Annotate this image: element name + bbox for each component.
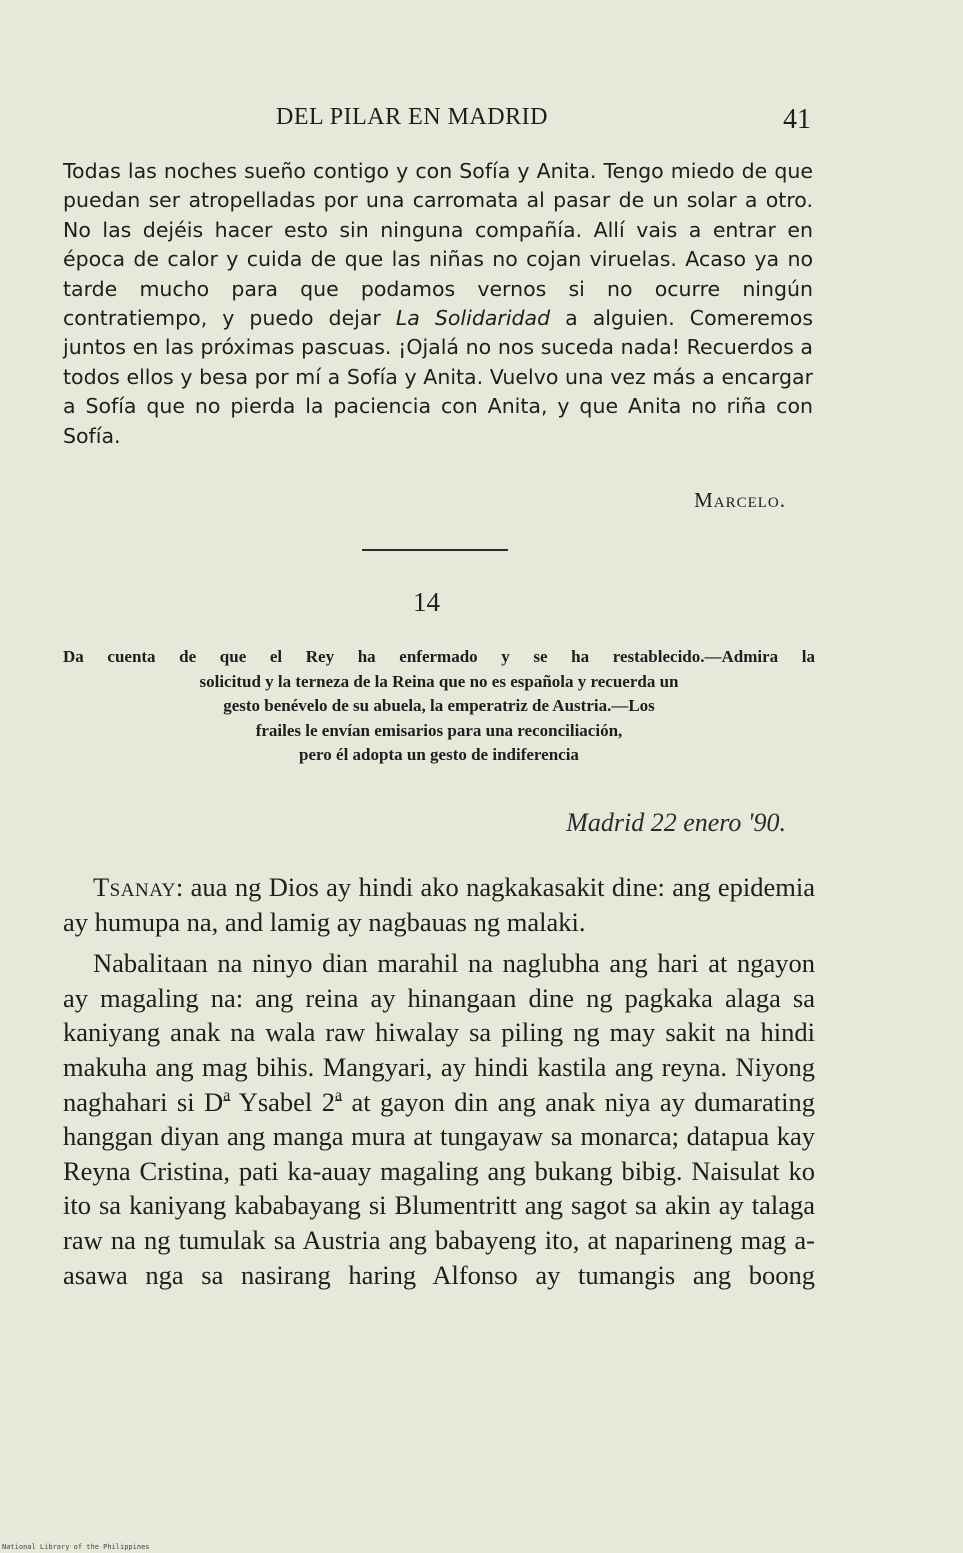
letter-14-paragraph-1 xyxy=(63,870,815,939)
letter-14-number: 14 xyxy=(413,587,440,617)
letter-14-paragraph-2 xyxy=(63,946,815,1292)
letter-13-closing-paragraph xyxy=(63,157,813,451)
section-divider xyxy=(362,549,508,551)
letter-14-body xyxy=(63,870,815,1292)
letter-13-signature: Marcelo. xyxy=(694,488,786,512)
superscript-a: a xyxy=(335,1086,343,1104)
summary-line: solicitud y la terneza de la Reina que no es española y recuerda un xyxy=(199,671,679,691)
paragraph-1-text: : aua ng Dios ay hindi ako nagkakasakit dine: ang epidemia ay humupa na, and lamig ay nagbauas ng malaki. xyxy=(63,872,815,937)
summary-line: frailes le envían emisarios para una reconciliación, xyxy=(255,720,623,740)
library-watermark: National Library of the Philippines xyxy=(2,1543,150,1551)
paragraph-2-text-b: Ysabel 2 xyxy=(230,1086,335,1117)
running-title: DEL PILAR EN MADRID xyxy=(276,104,548,130)
running-head xyxy=(0,100,963,140)
paragraph-2-text-c: at gayon din ang anak niya ay dumarating hanggan diyan ang manga mura at tungayaw sa monarca; datapua kay Reyna Cristina, pati ka-auay magaling ang bukang bibig. Naisulat ko ito sa kaniyang kababayang si Blumentritt ang sagot sa akin ay talaga raw na ng tumulak sa Austria ang babayeng ito, at naparineng mag a-asawa nga sa nasirang haring Alfonso ay tumangis ang boong xyxy=(63,1086,815,1290)
summary-line: Da cuenta de que el Rey ha enfermado y se ha restablecido.—Admira la xyxy=(63,647,815,666)
paragraph-2-text-a: Nabalitaan na ninyo dian marahil na naglubha ang hari at ngayon ay magaling na: ang reina ay hinangaan dine ng pagkaka alaga sa kaniyang anak na wala raw hiwalay sa piling ng may sakit na hindi makuha ang mag bihis. Mangyari, ay hindi kastila ang reyna. Niyong naghahari si D xyxy=(63,948,815,1117)
letter-13-text-start: Todas las noches sueño contigo y con Sofía y Anita. Tengo miedo de que puedan ser atropelladas por una carromata al pasar de un solar a otro. No las dejéis hacer esto sin ninguna compañía. Allí vais a entrar en época de calor y cuida de que las niñas no cojan viruelas. Acaso ya no tarde mucho para que podamos vernos si no ocurre ningún contratiempo, y puedo dejar xyxy=(63,159,813,331)
letter-13-text-end: a alguien. Comeremos juntos en las próximas pascuas. ¡Ojalá no nos suceda nada! Recuerdos a todos ellos y besa por mí a Sofía y Anita. Vuelvo una vez más a encargar a Sofía que no pierda la paciencia con Anita, y que Anita no riña con Sofía. xyxy=(63,306,813,448)
summary-line: pero él adopta un gesto de indiferencia xyxy=(299,745,579,765)
letter-14-summary xyxy=(63,645,815,768)
summary-line: gesto benévelo de su abuela, la emperatriz de Austria.—Los xyxy=(223,696,655,716)
page-number: 41 xyxy=(783,104,811,135)
newspaper-title: La Solidaridad xyxy=(395,306,551,331)
letter-14-dateline: Madrid 22 enero '90. xyxy=(566,808,786,837)
salutation: Tsanay xyxy=(93,872,176,902)
superscript-a: a xyxy=(223,1086,231,1104)
